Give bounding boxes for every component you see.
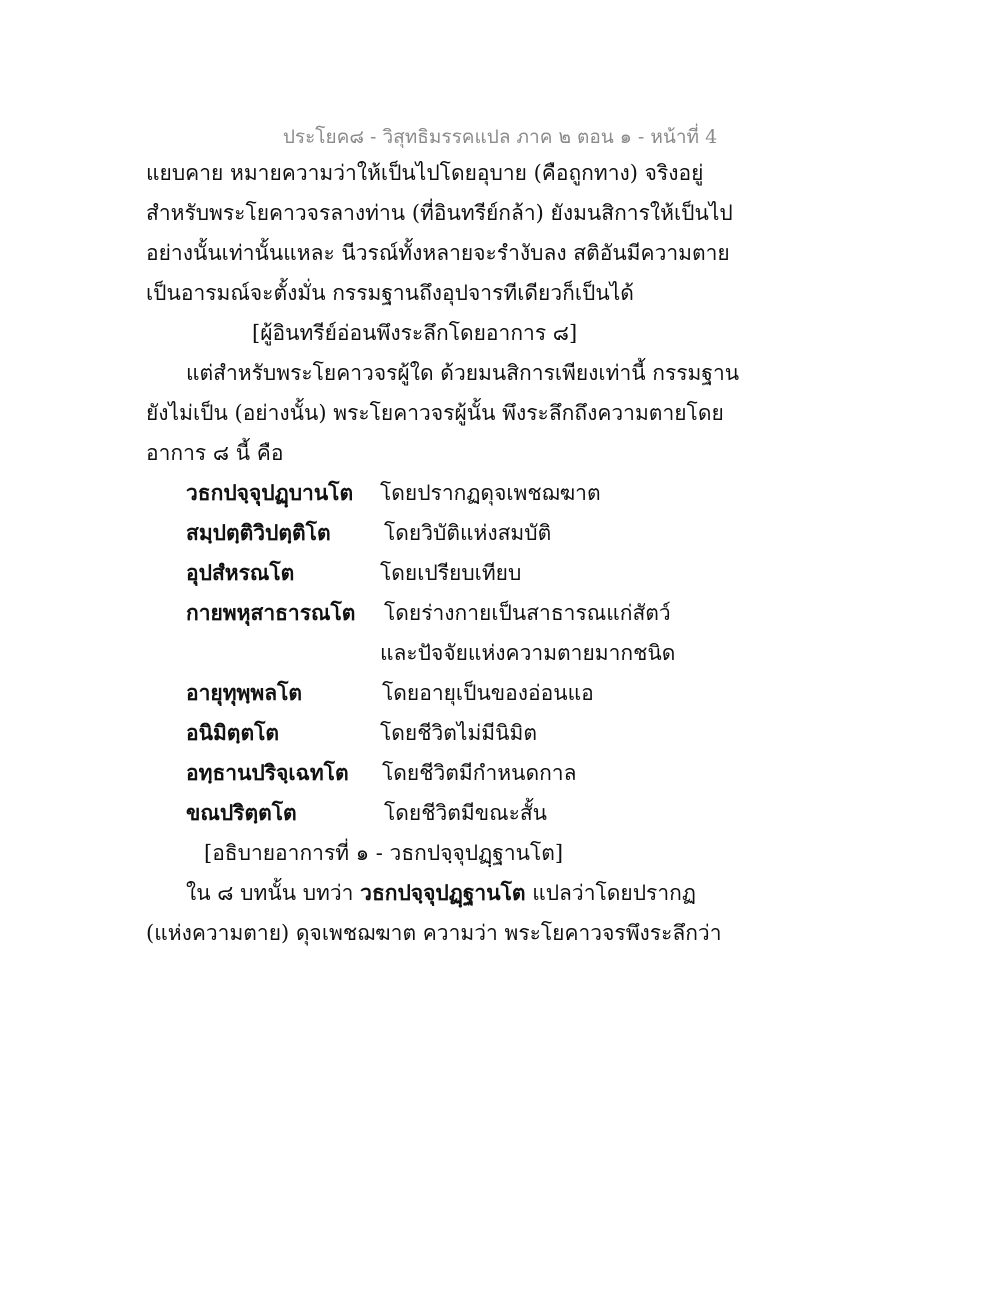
paragraph-line: แต่สำหรับพระโยคาวจรผู้ใด ด้วยมนสิการเพียงเท่านี้ กรรมฐาน	[186, 361, 740, 385]
paragraph-line: แยบคาย หมายความว่าให้เป็นไปโดยอุบาย (คือถูกทาง) จริงอยู่	[146, 161, 704, 185]
pali-term: สมฺปตฺติวิปตฺติโต	[186, 520, 331, 545]
term-meaning: โดยชีวิตไม่มีนิมิต	[380, 721, 537, 745]
term-meaning: โดยชีวิตมีกำหนดกาล	[382, 761, 577, 785]
paragraph-line: อย่างนั้นเท่านั้นแหละ นีวรณ์ทั้งหลายจะรำงับลง สติอันมีความตาย	[146, 241, 730, 265]
term-meaning: โดยปรากฏดุจเพชฌฆาต	[380, 481, 601, 505]
pali-term: อนิมิตฺตโต	[186, 720, 280, 745]
paragraph-line	[186, 878, 696, 908]
term-meaning: โดยเปรียบเทียบ	[380, 561, 522, 585]
pali-term-inline: วธกปจฺจุปฏฺฐานโต	[360, 880, 526, 905]
term-meaning: โดยวิบัติแห่งสมบัติ	[384, 521, 552, 545]
pali-term: อทฺธานปริจฺเฉทโต	[186, 760, 349, 785]
term-meaning: โดยชีวิตมีขณะสั้น	[384, 801, 548, 825]
pali-term: กายพหุสาธารณโต	[186, 600, 356, 625]
paragraph-line: สำหรับพระโยคาวจรลางท่าน (ที่อินทรีย์กล้า) ยังมนสิการให้เป็นไป	[146, 201, 733, 225]
section-heading: [ผู้อินทรีย์อ่อนพึงระลึกโดยอาการ ๘]	[252, 321, 578, 345]
section-heading: [อธิบายอาการที่ ๑ - วธกปจฺจุปฏฺฐานโต]	[204, 841, 564, 865]
paragraph-line: อาการ ๘ นี้ คือ	[146, 441, 284, 465]
paragraph-line: ยังไม่เป็น (อย่างนั้น) พระโยคาวจรผู้นั้น พึงระลึกถึงความตายโดย	[146, 401, 724, 425]
term-meaning: โดยร่างกายเป็นสาธารณแก่สัตว์	[384, 601, 671, 625]
pali-term: ขณปริตฺตโต	[186, 800, 297, 825]
pali-term: วธกปจฺจุปฏฺบานโต	[186, 480, 354, 505]
term-meaning: โดยอายุเป็นของอ่อนแอ	[382, 681, 594, 705]
paragraph-line: (แห่งความตาย) ดุจเพชฌฆาต ความว่า พระโยคาวจรพึงระลึกว่า	[146, 921, 722, 945]
page-header: ประโยค๘ - วิสุทธิมรรคแปล ภาค ๒ ตอน ๑ - หน้าที่ 4	[282, 126, 718, 148]
text-span: ใน ๘ บทนั้น บทว่า	[186, 881, 361, 905]
pali-term: อุปสํหรณโต	[186, 560, 295, 585]
term-meaning: และปัจจัยแห่งความตายมากชนิด	[380, 641, 676, 665]
text-span: แปลว่าโดยปรากฏ	[525, 881, 696, 905]
pali-term: อายุทุพฺพลโต	[186, 680, 303, 705]
paragraph-line: เป็นอารมณ์จะตั้งมั่น กรรมฐานถึงอุปจารทีเดียวก็เป็นได้	[146, 281, 634, 305]
